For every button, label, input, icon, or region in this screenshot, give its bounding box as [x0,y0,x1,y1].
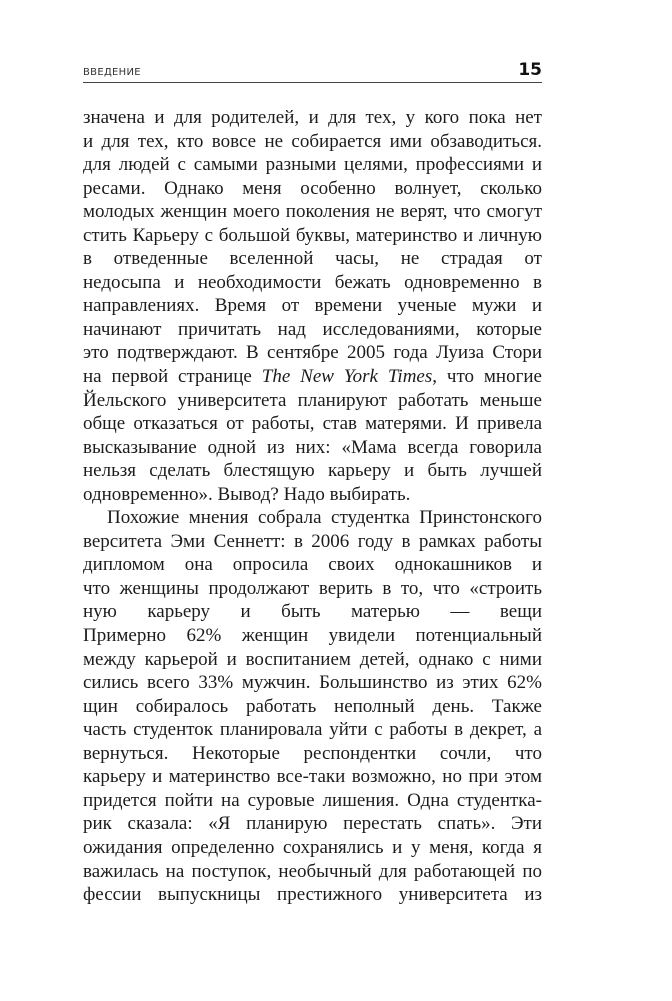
text-line: нельзя сделать блестящую карьеру и быть лучшей [83,460,542,482]
text-line: одновременно». Вывод? Надо выбирать. [83,483,411,505]
paragraph-1 [83,106,542,506]
text-line: сились всего 33% мужчин. Большинство из этих 62% [83,672,542,694]
text-line: значена и для родителей, и для тех, у кого пока нет [83,107,542,128]
text-line: начинают причитать над исследованиями, которые [83,318,542,340]
text-line: обще отказаться от работы, став матерями. И привела [83,413,542,435]
text-line: недосыпа и необходимости бежать одновременно в [83,271,542,293]
text-line: ную карьеру и быть матерью — вещи [83,601,542,623]
text-line: щин собиралось работать неполный день. Также [83,695,542,717]
text-line: высказывание одной из них: «Мама всегда говорила [83,436,542,458]
text-line: дипломом она опросила своих однокашников и [83,554,542,576]
text-line: рик сказала: «Я планирую перестать спать». Эти [83,813,542,835]
text-line: ожидания определенно сохранялись и у меня, когда я [83,836,542,858]
newspaper-title: The New York Times [261,366,433,388]
text-line: придется пойти на суровые лишения. Одна студентка- [83,789,542,811]
text-run: на первой странице [83,366,262,388]
text-line: важилась на поступок, необычный для работающей по [83,860,542,882]
text-line: и для тех, кто вовсе не собирается ими обзаводиться. [83,130,542,152]
page-number: 15 [518,60,542,80]
body-text [83,106,542,907]
text-line: Примерно 62% женщин увидели потенциальный [83,625,542,647]
text-line: вернуться. Некоторые респондентки сочли, что [83,742,542,764]
text-line: верситета Эми Сеннетт: в 2006 году в рамках работы [83,530,542,552]
text-line: направлениях. Время от времени ученые мужи и [83,295,542,317]
text-line: что женщины продолжают верить в то, что «строить [83,577,542,599]
text-line: молодых женщин моего поколения не верят, что смогут [83,201,542,223]
text-run: , что многие [432,366,542,388]
page-header [83,58,542,83]
text-line: в отведенные вселенной часы, не страдая от [83,248,542,270]
text-line-with-italic [83,365,542,389]
paragraph-2 [83,506,542,906]
running-title: ВВЕДЕНИЕ [83,67,141,78]
text-line: Похожие мнения собрала студентка Принстонского [107,507,542,529]
text-line: часть студенток планировала уйти с работы в декрет, а [83,719,542,741]
text-line: для людей с самыми разными целями, профессиями и [83,154,542,176]
text-line: ресами. Однако меня особенно волнует, сколько [83,177,542,199]
text-line: карьеру и материнство все-таки возможно, но при этом [83,766,542,788]
text-line: это подтверждают. В сентябре 2005 года Луиза Стори [83,342,542,364]
text-line: стить Карьеру с большой буквы, материнство и личную [83,224,542,246]
text-line: Йельского университета планируют работать меньше [83,389,542,411]
text-line: фессии выпускницы престижного университета из [83,884,542,906]
text-line: между карьерой и воспитанием детей, однако с ними [83,648,542,670]
